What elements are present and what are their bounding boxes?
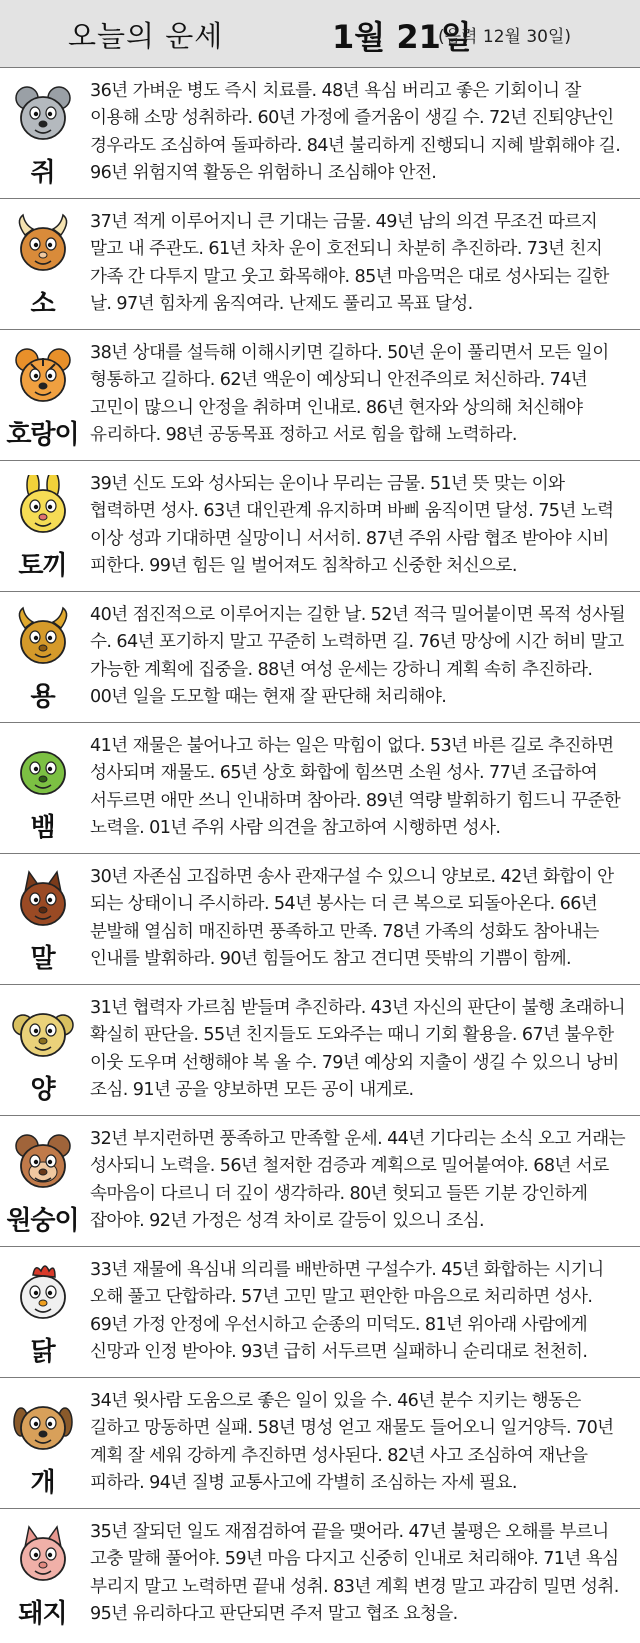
horse-icon xyxy=(11,868,75,930)
zodiac-name: 원숭이 xyxy=(6,1206,79,1236)
fortune-text: 33년 재물에 욕심내 의리를 배반하면 구설수가. 45년 화합하는 시기니 오해 풀고 단합하라. 57년 고민 말고 편안한 마음으로 처리하면 성사. 69년 가정 안정에 우선시하고 순종의 미덕도. 81년 위아래 사람에게 신망과 인정 받아야. 93년 급히 서두르면 실패하니 순리대로 천천히. xyxy=(90,1260,604,1363)
fortune-text: 37년 적게 이루어지니 큰 기대는 금물. 49년 남의 의견 무조건 따르지 말고 내 주관도. 61년 차차 운이 호전되니 차분히 추진하라. 73년 친지 가족 간 다투지 말고 웃고 화목해야. 85년 마음먹은 대로 성사되는 길한 날. 97년 힘차게 움직여라. 난제도 풀리고 목표 달성. xyxy=(90,212,609,315)
zodiac-icon-column xyxy=(0,1116,85,1246)
rooster-icon xyxy=(11,1261,75,1323)
zodiac-icon-column xyxy=(0,1247,85,1377)
zodiac-row xyxy=(0,67,640,198)
zodiac-icon-column xyxy=(0,68,85,198)
tiger-icon xyxy=(11,344,75,406)
pig-icon xyxy=(11,1523,75,1585)
dragon-icon xyxy=(11,606,75,668)
zodiac-row xyxy=(0,1377,640,1508)
zodiac-icon-column xyxy=(0,330,85,460)
zodiac-row xyxy=(0,591,640,722)
page-header xyxy=(0,0,640,67)
fortune-text: 41년 재물은 불어나고 하는 일은 막힘이 없다. 53년 바른 길로 추진하면 성사되며 재물도. 65년 상호 화합에 힘쓰면 소원 성사. 77년 조급하여 서두르면 애만 쓰니 인내하며 참아라. 89년 역량 발휘하기 힘드니 꾸준한 노력을. 01년 주위 사람 의견을 참고하여 시행하면 성사. xyxy=(90,736,621,839)
zodiac-row xyxy=(0,1508,640,1639)
zodiac-icon-column xyxy=(0,199,85,329)
rabbit-icon xyxy=(11,475,75,537)
fortune-text: 32년 부지런하면 풍족하고 만족할 운세. 44년 기다리는 소식 오고 거래는 성사되니 노력을. 56년 철저한 검증과 계획으로 밀어붙여야. 68년 서로 속마음이 다르니 더 깊이 생각하라. 80년 헛되고 들뜬 기분 강인하게 잡아야. 92년 가정은 성격 차이로 갈등이 있으니 조심. xyxy=(90,1129,625,1232)
zodiac-name: 개 xyxy=(30,1468,55,1498)
fortune-text: 31년 협력자 가르침 받들며 추진하라. 43년 자신의 판단이 불행 초래하니 확실히 판단을. 55년 친지들도 도와주는 때니 기회 활용을. 67년 불우한 이웃 도우며 선행해야 복 올 수. 79년 예상외 지출이 생길 수 있으니 낭비 조심. 91년 공을 양보하면 모든 공이 내게로. xyxy=(90,998,625,1101)
page-title: 오늘의 운세 xyxy=(68,19,224,53)
zodiac-name: 돼지 xyxy=(18,1599,67,1629)
zodiac-icon-column xyxy=(0,723,85,853)
fortune-text: 34년 윗사람 도움으로 좋은 일이 있을 수. 46년 분수 지키는 행동은 길하고 망동하면 실패. 58년 명성 얻고 재물도 들어오니 일거양득. 70년 계획 잘 세워 강하게 추진하면 성사된다. 82년 사고 조심하여 재난을 피하라. 94년 질병 교통사고에 각별히 조심하는 자세 필요. xyxy=(90,1391,614,1494)
dog-icon xyxy=(11,1392,75,1454)
snake-icon xyxy=(11,737,75,799)
fortune-text: 30년 자존심 고집하면 송사 관재구설 수 있으니 양보로. 42년 화합이 안 되는 상태이니 주시하라. 54년 봉사는 더 큰 복으로 되돌아온다. 66년 분발해 열심히 매진하면 풍족하고 만족. 78년 가족의 성화도 참아내는 인내를 발휘하라. 90년 힘들어도 참고 견디면 뜻밖의 기쁨이 함께. xyxy=(90,867,614,970)
fortune-text: 40년 점진적으로 이루어지는 길한 날. 52년 적극 밀어붙이면 목적 성사될 수. 64년 포기하지 말고 꾸준히 노력하면 길. 76년 망상에 시간 허비 말고 가능한 계획에 집중을. 88년 여성 운세는 강하니 계획 속히 추진하라. 00년 일을 도모할 때는 현재 잘 판단해 처리해야. xyxy=(90,605,625,708)
date-label: 1월 21일 xyxy=(332,18,472,56)
fortune-text: 35년 잘되던 일도 재점검하여 끝을 맺어라. 47년 불평은 오해를 부르니 고충 말해 풀어야. 59년 마음 다지고 신중히 인내로 처리해야. 71년 욕심 부리지 말고 노력하면 끝내 성취. 83년 계획 변경 말고 과감히 밀면 성취. 95년 유리하다고 판단되면 주저 말고 협조 요청을. xyxy=(90,1522,619,1625)
zodiac-name: 호랑이 xyxy=(6,420,79,450)
zodiac-name: 닭 xyxy=(30,1337,55,1367)
zodiac-row xyxy=(0,722,640,853)
zodiac-row xyxy=(0,1246,640,1377)
zodiac-row xyxy=(0,984,640,1115)
ox-icon xyxy=(11,213,75,275)
zodiac-row xyxy=(0,853,640,984)
zodiac-list xyxy=(0,67,640,1639)
zodiac-name: 뱀 xyxy=(30,813,55,843)
zodiac-name: 소 xyxy=(30,289,55,319)
sheep-icon xyxy=(11,999,75,1061)
zodiac-row xyxy=(0,1115,640,1246)
zodiac-row xyxy=(0,198,640,329)
zodiac-icon-column xyxy=(0,1509,85,1639)
zodiac-name: 쥐 xyxy=(30,158,55,188)
fortune-text: 38년 상대를 설득해 이해시키면 길하다. 50년 운이 풀리면서 모든 일이 형통하고 길하다. 62년 액운이 예상되니 안전주의로 처신하라. 74년 고민이 많으니 안정을 취하며 인내로. 86년 현자와 상의해 처신해야 유리하다. 98년 공동목표 정하고 서로 힘을 합해 노력하라. xyxy=(90,343,609,446)
fortune-text: 39년 신도 도와 성사되는 운이나 무리는 금물. 51년 뜻 맞는 이와 협력하면 성사. 63년 대인관계 유지하며 바삐 움직이면 달성. 75년 노력 이상 성과 기대하면 실망이니 서서히. 87년 주위 사람 협조 받아야 시비 피한다. 99년 힘든 일 벌어져도 침착하고 신중한 처신으로. xyxy=(90,474,614,577)
rat-icon xyxy=(11,82,75,144)
monkey-icon xyxy=(11,1130,75,1192)
zodiac-name: 양 xyxy=(30,1075,55,1105)
zodiac-row xyxy=(0,460,640,591)
zodiac-icon-column xyxy=(0,592,85,722)
zodiac-icon-column xyxy=(0,461,85,591)
zodiac-icon-column xyxy=(0,985,85,1115)
fortune-text: 36년 가벼운 병도 즉시 치료를. 48년 욕심 버리고 좋은 기회이니 잘 이용해 소망 성취하라. 60년 가정에 즐거움이 생길 수. 72년 진퇴양난인 경우라도 조심하여 돌파하라. 84년 불리하게 진행되니 지혜 발휘해야 길. 96년 위험지역 활동은 위험하니 조심해야 안전. xyxy=(90,81,621,184)
zodiac-name: 말 xyxy=(30,944,55,974)
zodiac-name: 용 xyxy=(30,682,55,712)
zodiac-name: 토끼 xyxy=(18,551,67,581)
zodiac-row xyxy=(0,329,640,460)
zodiac-icon-column xyxy=(0,1378,85,1508)
zodiac-icon-column xyxy=(0,854,85,984)
lunar-date-label: (음력 12월 30일) xyxy=(438,27,572,47)
